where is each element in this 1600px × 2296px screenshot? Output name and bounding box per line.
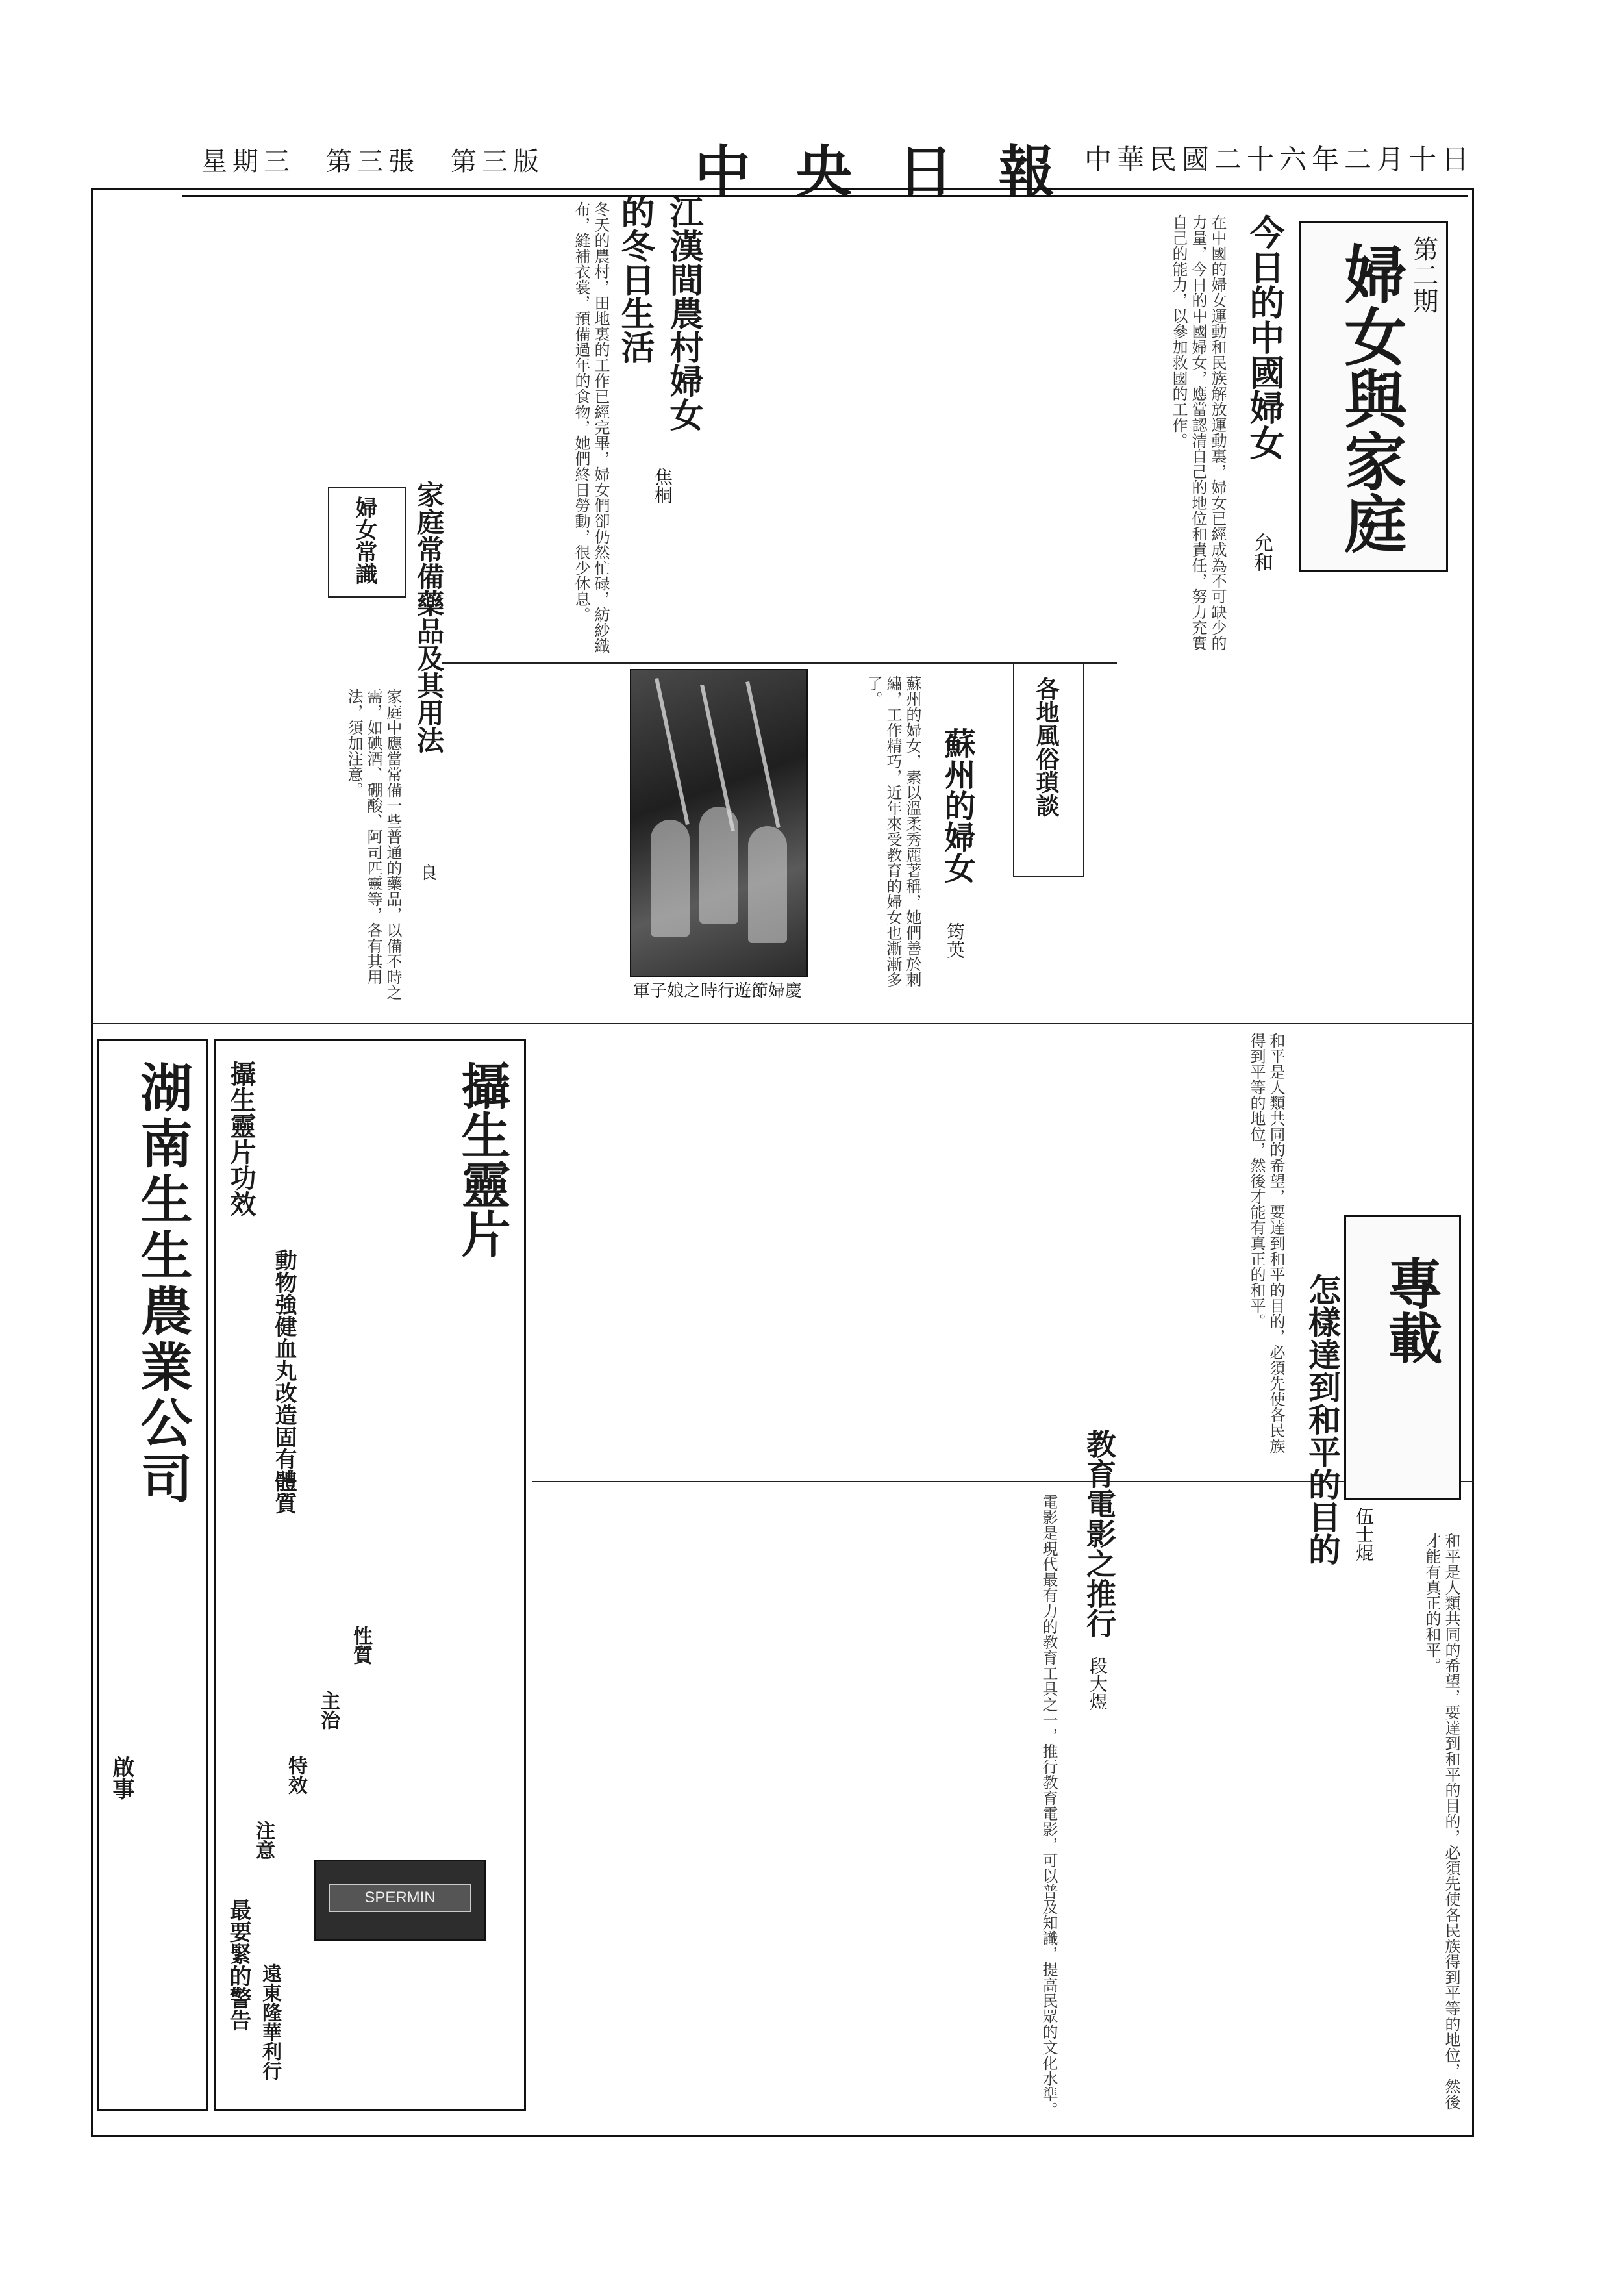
ad-shesheng bbox=[214, 1039, 526, 2111]
ad-notice-4: 注意 bbox=[252, 1821, 275, 1860]
divider-upper bbox=[91, 1023, 1474, 1024]
ad-pill-text: 動物強健血丸改造固有體質 bbox=[271, 1249, 297, 1514]
column-women-knowledge bbox=[328, 487, 406, 598]
ad-slogan: 攝生靈片功效 bbox=[226, 1061, 256, 1217]
article-film-author: 段大煜 bbox=[1087, 1656, 1108, 1711]
ad-distributor: 遠東隆華利行 bbox=[258, 1963, 281, 2080]
article-medicine-body: 家庭中應當常備一些普通的藥品，以備不時之需，如碘酒、硼酸、阿司匹靈等，各有其用法，須加注意。 bbox=[345, 688, 402, 1000]
photo-figure bbox=[651, 820, 690, 937]
photo-caption: 軍子娘之時行遊節婦慶 bbox=[632, 981, 802, 1001]
ad-brand: 攝生靈片 bbox=[453, 1061, 511, 1258]
article-jianghan-body: 冬天的農村，田地裏的工作已經完畢，婦女們卻仍然忙碌，紡紗織布，縫補衣裳，預備過年的食物，她們終日勞動，很少休息。 bbox=[572, 201, 610, 653]
banner-special-title: 專載 bbox=[1379, 1255, 1444, 1365]
photo-figure bbox=[699, 807, 738, 924]
ad-warning: 最要緊的警告 bbox=[225, 1899, 251, 2031]
banner-women-family bbox=[1299, 221, 1448, 572]
masthead bbox=[201, 127, 1474, 205]
article-film-title: 教育電影之推行 bbox=[1082, 1429, 1117, 1638]
column-label: 婦女常識 bbox=[351, 496, 377, 585]
photo-detail bbox=[655, 678, 690, 825]
series-label-box bbox=[1013, 662, 1084, 877]
article-suzhou-body: 蘇州的婦女，素以溫柔秀麗著稱，她們善於刺繡，工作精巧，近年來受教育的婦女也漸漸多了。 bbox=[864, 675, 921, 987]
ad-package-label: SPERMIN bbox=[329, 1884, 471, 1912]
ad-notice-1: 性質 bbox=[349, 1626, 372, 1665]
article-medicine-author: 良 bbox=[418, 864, 437, 881]
article-peace-body: 和平是人類共同的希望，要達到和平的目的，必須先使各民族得到平等的地位，然後才能有真正的和平。 bbox=[1247, 1033, 1285, 1454]
paper-name: 中央日報 bbox=[695, 139, 1100, 205]
ad-package bbox=[314, 1860, 486, 1941]
article-peace-author: 伍士焜 bbox=[1353, 1507, 1375, 1561]
article-film-body: 電影是現代最有力的教育工具之一，推行教育電影，可以普及知識，提高民眾的文化水準。 bbox=[1040, 1494, 1058, 2117]
article-jianghan-title: 江漢間農村婦女的冬日生活 bbox=[615, 195, 703, 431]
ad-hunan-label: 啟事 bbox=[108, 1756, 134, 1800]
banner-special bbox=[1344, 1215, 1461, 1500]
article-today-body: 在中國的婦女運動和民族解放運動裏，婦女已經成為不可缺少的力量，今日的中國婦女，應當認清自己的地位和責任，努力充實自己的能力，以參加救國的工作。 bbox=[1169, 214, 1227, 651]
photo-detail bbox=[745, 681, 781, 828]
article-jianghan-author: 焦桐 bbox=[652, 468, 673, 504]
photo-parade bbox=[630, 669, 808, 977]
banner-issue: 第二期 bbox=[1408, 236, 1438, 314]
ad-notice-2: 主治 bbox=[317, 1691, 340, 1730]
series-label: 各地風俗瑣談 bbox=[1032, 677, 1060, 817]
photo-figure bbox=[748, 826, 787, 943]
article-suzhou-title: 蘇州的婦女 bbox=[939, 727, 975, 883]
article-peace-title: 怎樣達到和平的目的 bbox=[1303, 1273, 1342, 1565]
ad-hunan-company: 湖南生生農業公司 bbox=[132, 1061, 193, 1508]
article-today-author: 允和 bbox=[1250, 533, 1273, 572]
ad-notice-3: 特效 bbox=[284, 1756, 307, 1795]
section-label: 星期三 第三張 第三版 bbox=[201, 147, 544, 177]
article-medicine-title: 家庭常備藥品及其用法 bbox=[413, 481, 445, 753]
article-peace-body-continued: 和平是人類共同的希望，要達到和平的目的，必須先使各民族得到平等的地位，然後才能有真正的和平。 bbox=[1423, 1533, 1460, 2110]
ad-hunan bbox=[97, 1039, 208, 2111]
article-today-title: 今日的中國婦女 bbox=[1244, 214, 1286, 460]
issue-date: 中華民國二十六年二月十日 bbox=[1084, 144, 1474, 175]
article-suzhou-author: 筠英 bbox=[944, 922, 966, 959]
banner-title: 婦女與家庭 bbox=[1334, 242, 1408, 554]
